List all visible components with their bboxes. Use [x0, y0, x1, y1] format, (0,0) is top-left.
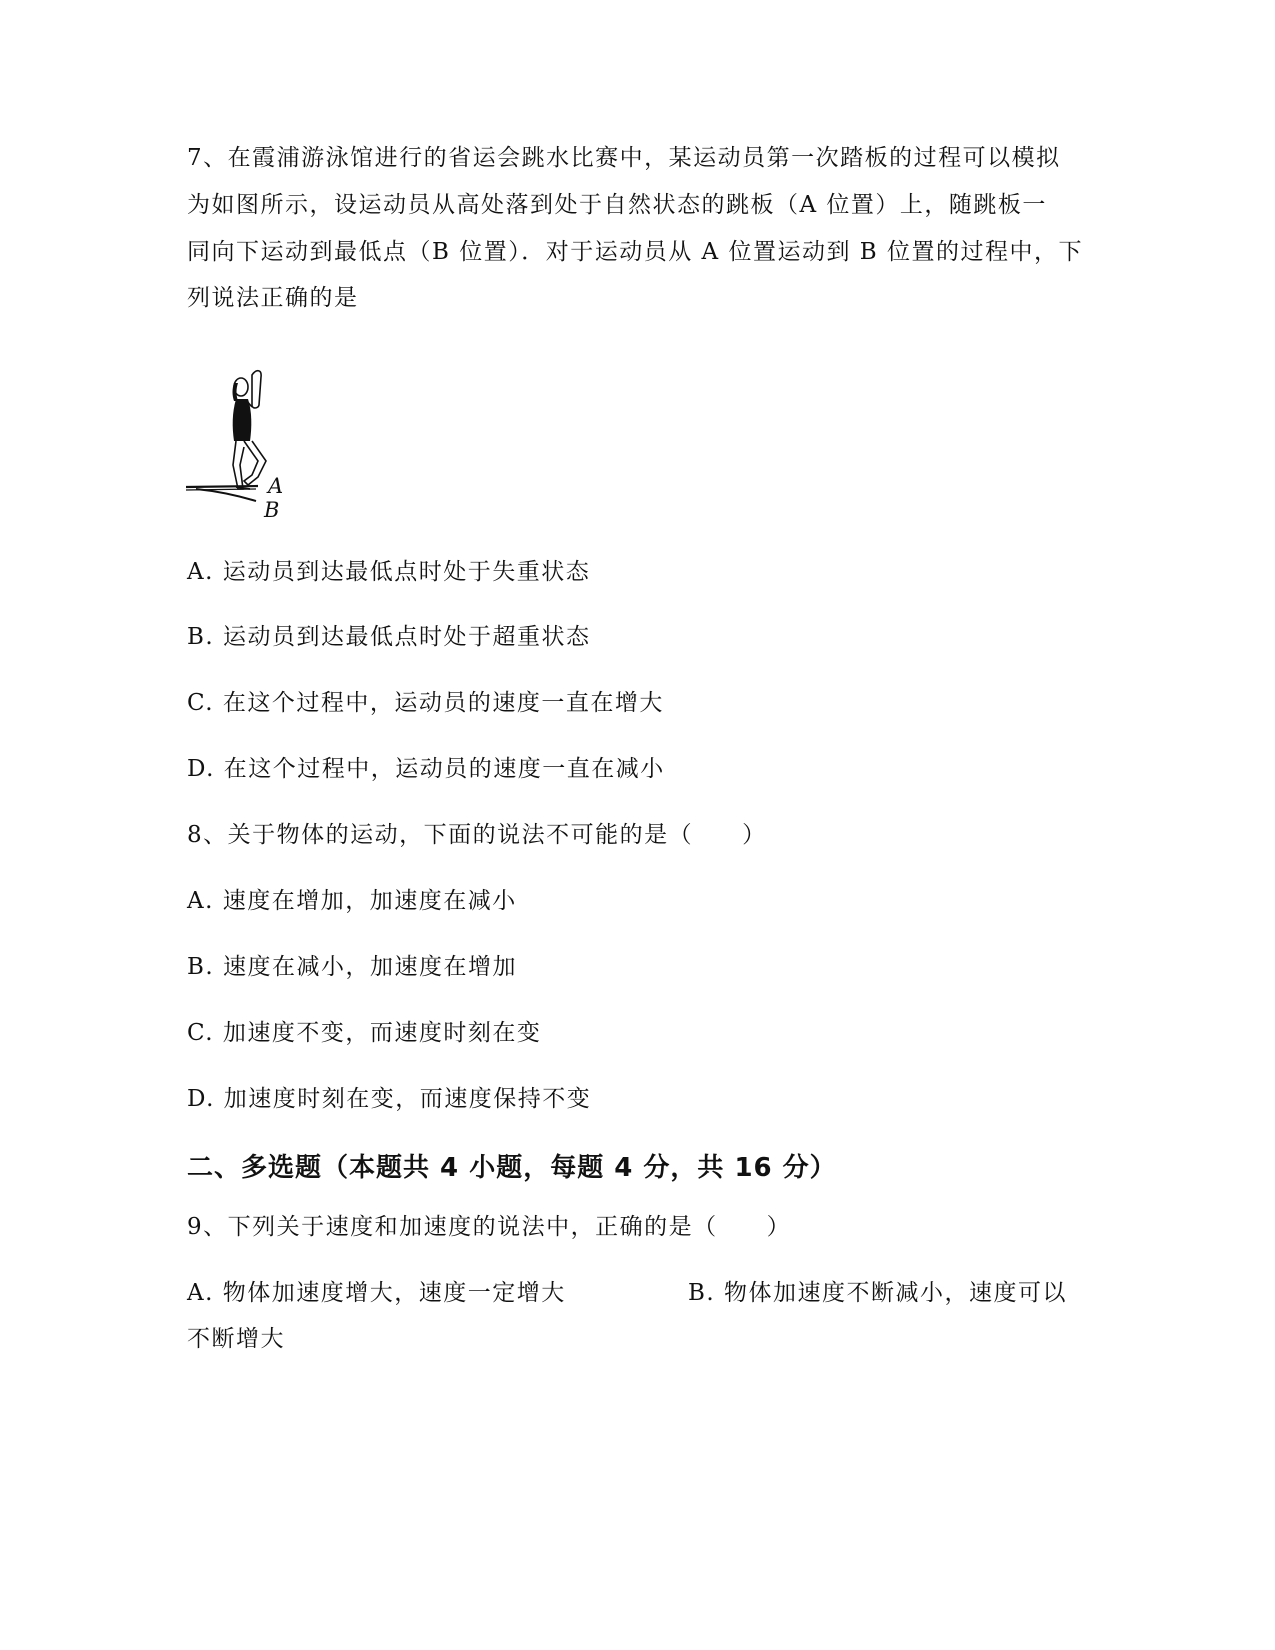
q8-option-a: A. 速度在增加，加速度在减小: [187, 888, 517, 914]
diver-illustration: [233, 371, 267, 489]
position-b-label: B: [264, 498, 280, 522]
q9-option-b-continued: 不断增大: [187, 1326, 285, 1352]
q7-option-b: B. 运动员到达最低点时处于超重状态: [187, 624, 591, 650]
q8-stem: 8、关于物体的运动，下面的说法不可能的是（ ）: [187, 822, 767, 848]
q7-stem-line-3: 同向下运动到最低点（B 位置）．对于运动员从 A 位置运动到 B 位置的过程中，下: [187, 239, 1083, 265]
q7-option-d: D. 在这个过程中，运动员的速度一直在减小: [187, 756, 665, 782]
position-a-label: A: [268, 474, 284, 498]
diving-board-figure: [186, 365, 306, 545]
q9-stem: 9、下列关于速度和加速度的说法中，正确的是（ ）: [187, 1214, 792, 1240]
q9-option-b: B. 物体加速度不断减小，速度可以: [688, 1280, 1068, 1306]
q7-stem-line-4: 列说法正确的是: [187, 285, 359, 311]
q8-option-d: D. 加速度时刻在变，而速度保持不变: [187, 1086, 592, 1112]
q7-option-a: A. 运动员到达最低点时处于失重状态: [187, 559, 591, 585]
q8-option-b: B. 速度在减小，加速度在增加: [187, 954, 518, 980]
q8-option-c: C. 加速度不变，而速度时刻在变: [187, 1020, 542, 1046]
q7-stem-line-1: 7、在霞浦游泳馆进行的省运会跳水比赛中，某运动员第一次踏板的过程可以模拟: [187, 145, 1061, 171]
q7-stem-line-2: 为如图所示，设运动员从高处落到处于自然状态的跳板（A 位置）上，随跳板一: [187, 192, 1047, 218]
section-title: 二、多选题（本题共 4 小题，每题 4 分，共 16 分）: [187, 1153, 837, 1183]
q7-option-c: C. 在这个过程中，运动员的速度一直在增大: [187, 690, 664, 716]
q9-option-a: A. 物体加速度增大，速度一定增大: [187, 1280, 566, 1306]
